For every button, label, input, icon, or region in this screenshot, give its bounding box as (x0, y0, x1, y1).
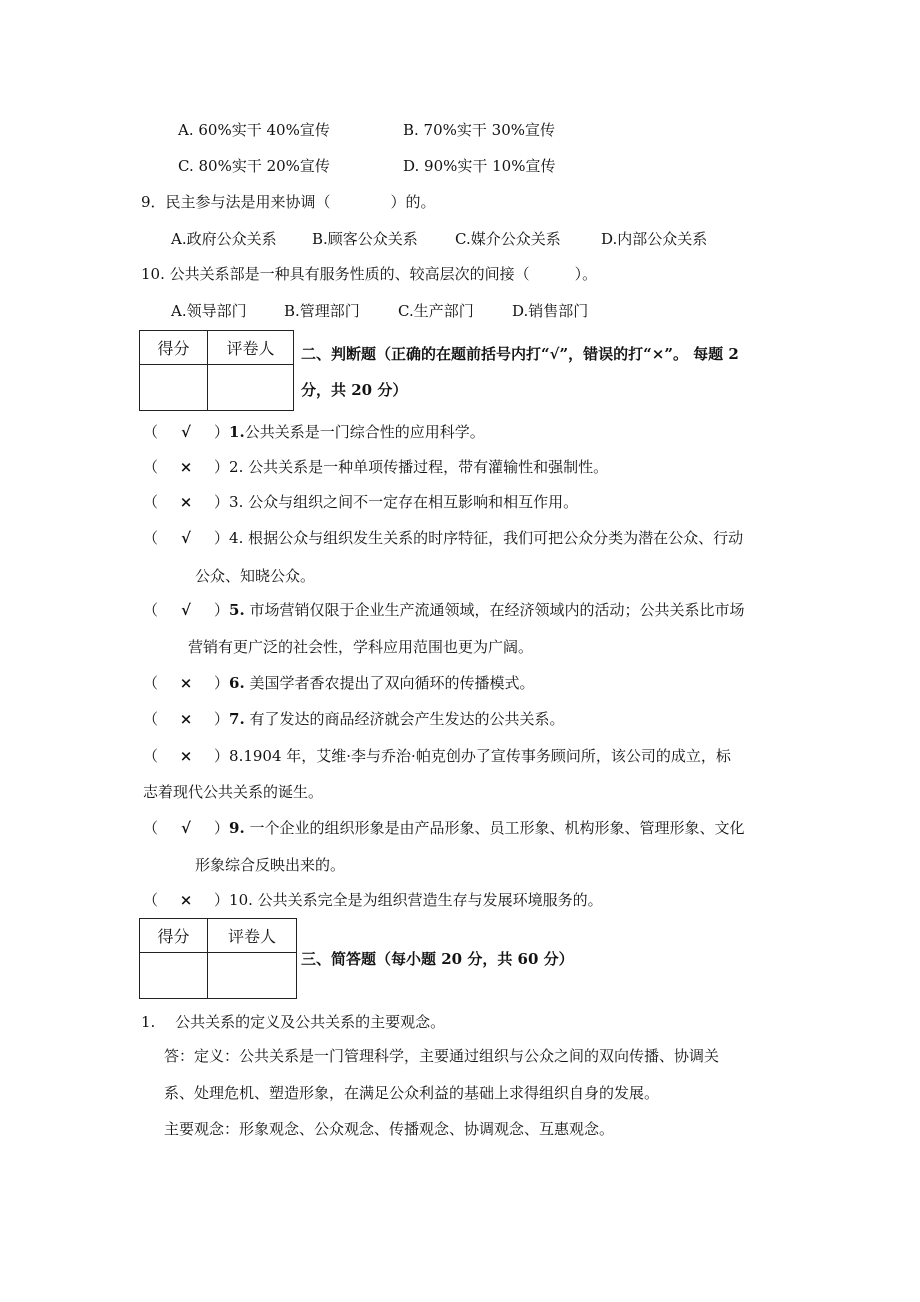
judge-mark-8: × (179, 747, 193, 765)
judge-mark-10: × (179, 891, 193, 909)
q10-option-d: D.销售部门 (512, 302, 589, 320)
judge-item-7: （ × ）7. 有了发达的商品经济就会产生发达的公共关系。 (143, 710, 565, 728)
answer-line-3: 主要观念：形象观念、公众观念、传播观念、协调观念、互惠观念。 (164, 1120, 615, 1138)
judge-mark-7: × (179, 710, 193, 728)
judge-mark-4: √ (181, 529, 191, 547)
score-cell (140, 365, 208, 411)
score-header: 得分 (140, 331, 208, 365)
q8-option-c: C. 80%实干 20%宣传 (178, 157, 330, 175)
judge-mark-3: × (179, 493, 193, 511)
section3-question-1: 1. 公共关系的定义及公共关系的主要观念。 (141, 1013, 446, 1031)
q8-option-b: B. 70%实干 30%宣传 (403, 121, 556, 139)
q9-stem: 9．民主参与法是用来协调（ ）的。 (141, 193, 436, 211)
judge-item-6: （ × ）6. 美国学者香农提出了双向循环的传播模式。 (143, 674, 535, 692)
q9-option-b: B.顾客公众关系 (312, 230, 418, 248)
grader-cell (208, 953, 297, 999)
judge-item-8: （ × ）8.1904 年，艾维·李与乔治·帕克创办了宣传事务顾问所，该公司的成立，标 (143, 747, 731, 765)
judge-item-1: （ √ ）1.公共关系是一门综合性的应用科学。 (143, 423, 485, 441)
judge-item-4-cont: 公众、知晓公众。 (195, 567, 316, 585)
score-table-section2 (139, 330, 294, 411)
score-header: 得分 (140, 919, 208, 953)
answer-line-2: 系、处理危机、塑造形象，在满足公众利益的基础上求得组织自身的发展。 (164, 1084, 660, 1102)
q8-option-a: A. 60%实干 40%宣传 (178, 121, 330, 139)
judge-item-4: （ √ ）4. 根据公众与组织发生关系的时序特征，我们可把公众分类为潜在公众、行动 (143, 529, 744, 547)
q10-option-b: B.管理部门 (284, 302, 360, 320)
judge-mark-2: × (179, 458, 193, 476)
section3-title: 三、简答题（每小题 20 分，共 60 分） (301, 950, 574, 968)
judge-item-5: （ √ ）5. 市场营销仅限于企业生产流通领域，在经济领域内的活动；公共关系比市场 (143, 601, 745, 619)
judge-item-5-cont: 营销有更广泛的社会性，学科应用范围也更为广阔。 (188, 638, 534, 656)
grader-header: 评卷人 (208, 919, 297, 953)
judge-item-3: （ × ）3. 公众与组织之间不一定存在相互影响和相互作用。 (143, 493, 579, 511)
grader-cell (208, 365, 294, 411)
judge-mark-6: × (179, 674, 193, 692)
q10-option-c: C.生产部门 (398, 302, 474, 320)
section2-title-line2: 分，共 20 分） (301, 381, 408, 399)
judge-mark-1: √ (181, 423, 191, 441)
score-table-section3 (139, 918, 297, 999)
q10-stem: 10. 公共关系部是一种具有服务性质的、较高层次的间接（ ）。 (141, 265, 598, 283)
judge-mark-9: √ (181, 819, 191, 837)
q9-option-a: A.政府公众关系 (171, 230, 277, 248)
judge-item-9-cont: 形象综合反映出来的。 (195, 856, 346, 874)
section2-title-line1: 二、判断题（正确的在题前括号内打“√”，错误的打“×”。 每题 2 (301, 345, 739, 363)
q8-option-d: D. 90%实干 10%宣传 (403, 157, 556, 175)
q9-option-d: D.内部公众关系 (601, 230, 708, 248)
q9-option-c: C.媒介公众关系 (455, 230, 561, 248)
answer-line-1: 答：定义：公共关系是一门管理科学，主要通过组织与公众之间的双向传播、协调关 (164, 1047, 720, 1065)
judge-item-10: （ × ）10. 公共关系完全是为组织营造生存与发展环境服务的。 (143, 891, 603, 909)
grader-header: 评卷人 (208, 331, 294, 365)
score-cell (140, 953, 208, 999)
q10-option-a: A.领导部门 (171, 302, 247, 320)
judge-item-8-cont: 志着现代公共关系的诞生。 (143, 783, 324, 801)
judge-mark-5: √ (181, 601, 191, 619)
judge-item-2: （ × ）2. 公共关系是一种单项传播过程，带有灌输性和强制性。 (143, 458, 609, 476)
judge-item-9: （ √ ）9. 一个企业的组织形象是由产品形象、员工形象、机构形象、管理形象、文化 (143, 819, 745, 837)
